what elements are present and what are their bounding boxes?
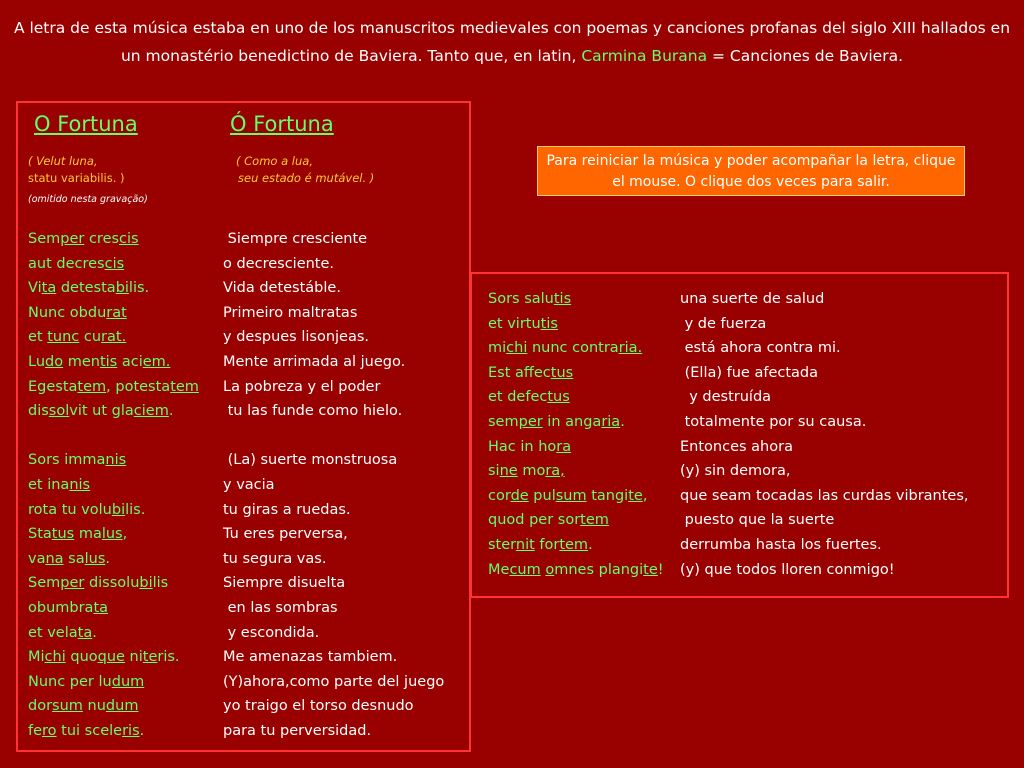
translation-line: (Y)ahora,como parte del juego (223, 673, 445, 690)
stressed-syllable: bi (115, 280, 129, 297)
verse-text: dis (28, 403, 49, 420)
latin-verse-line (28, 350, 199, 375)
latin-verse-line (28, 276, 199, 301)
intro-part1: A letra de esta música estaba en uno de los manuscritos medievales con poemas y canciones profanas del siglo XIII hallados en un monastério benedictino de Baviera. Tanto que, en latin, (13, 19, 1011, 65)
intro-text (6, 14, 1018, 70)
translation-line: (La) suerte monstruosa (223, 452, 398, 469)
verse-text: et virtu (488, 315, 541, 332)
latin-verse-line (28, 498, 199, 523)
translation-line: o decresciente. (223, 255, 335, 272)
verse-text: Mi (28, 649, 45, 666)
stressed-syllable: chi (506, 340, 528, 357)
verse-text: ! (657, 561, 664, 578)
stressed-syllable: que (97, 649, 125, 666)
stressed-syllable: te (628, 487, 643, 504)
latin-verse-line (488, 287, 664, 312)
translation-line: Vida detestáble. (223, 280, 341, 297)
verse-text: Nunc obdu (28, 304, 107, 321)
stressed-syllable: cis (104, 255, 125, 272)
stressed-syllable: cis (119, 231, 139, 247)
verse-text: . (168, 403, 174, 420)
stressed-syllable: tus (550, 364, 574, 381)
stressed-syllable: ra, (545, 463, 565, 480)
verse-text: Sem (28, 575, 61, 592)
verse-text: va (28, 550, 46, 567)
latin-verse-line (488, 558, 664, 583)
verse-text: detesta (56, 280, 116, 297)
translation-line: y de fuerza (680, 315, 767, 332)
verse-text: lis (152, 575, 169, 592)
verse-text: tangi (586, 487, 629, 504)
verse-text: et vela (28, 624, 78, 641)
translation-line: y escondida. (223, 624, 320, 641)
stressed-syllable: te (643, 561, 658, 578)
stressed-syllable: do (45, 353, 64, 370)
translation-line: Siempre disuelta (223, 575, 346, 592)
translation-line: (Ella) fue afectada (680, 364, 819, 381)
latin-verse-line (488, 336, 664, 361)
latin-verse-line (488, 459, 664, 484)
stressed-syllable: per (60, 575, 85, 592)
latin-verse-line (28, 448, 199, 473)
latin-verse-line (28, 325, 199, 350)
verse-text: sem (488, 413, 519, 430)
verse-text: Sors imma (28, 452, 106, 469)
stressed-syllable: bi (139, 575, 153, 592)
title-portuguese: Ó Fortuna (230, 112, 334, 136)
verse-text: mnes plangi (554, 561, 644, 578)
verse-text: men (63, 353, 100, 370)
omitted-note: (omitido nesta gravação) (28, 194, 148, 205)
latin-verse-line (28, 596, 199, 621)
stressed-syllable: dum (111, 673, 145, 690)
verse-text: for (534, 536, 560, 553)
latin-verse-line (488, 508, 664, 533)
stressed-syllable: ne (499, 463, 518, 480)
verse-text: obumbra (28, 599, 94, 616)
translation-line: una suerte de salud (680, 291, 825, 307)
latin-verse-line (28, 571, 199, 596)
latin-verse-line (28, 375, 199, 400)
verse-text: mi (488, 340, 507, 357)
latin-verse-line (28, 547, 199, 572)
verse-text: quo (65, 649, 98, 666)
latin-verse-line (28, 719, 199, 744)
verse-text: pul (528, 487, 556, 504)
stressed-syllable: tunc (47, 329, 80, 346)
latin-verse-line (28, 252, 199, 277)
translation-line: y destruída (680, 389, 772, 406)
translation-line: La pobreza y el poder (223, 378, 381, 395)
verse-text: lis. (128, 280, 150, 297)
left-latin-column (28, 227, 199, 743)
translation-line: tu segura vas. (223, 550, 327, 567)
stressed-syllable: nit (515, 536, 535, 553)
verse-text: . (588, 536, 593, 553)
verse-text: vit ut gla (69, 403, 134, 420)
stressed-syllable: ta (41, 280, 57, 297)
intro-highlight: Carmina Burana (581, 47, 708, 65)
verse-text: sa (63, 550, 85, 567)
translation-line: en las sombras (223, 599, 338, 616)
latin-verse-line (488, 361, 664, 386)
stressed-syllable: rat (106, 304, 127, 321)
translation-line: Me amenazas tambiem. (223, 649, 398, 666)
latin-verse-line (28, 645, 199, 670)
verse-text: Me (488, 561, 510, 578)
stressed-syllable: sum (555, 487, 587, 504)
stressed-syllable: chi (44, 649, 66, 666)
stressed-syllable: ta (77, 624, 93, 641)
stressed-syllable: tus (51, 526, 75, 543)
latin-verse-line (28, 399, 199, 424)
stressed-syllable: nis (69, 476, 91, 493)
stressed-syllable: lus (84, 550, 106, 567)
stressed-syllable: tem (580, 512, 609, 529)
stressed-syllable: cum (509, 561, 541, 578)
latin-verse-line (488, 410, 664, 435)
translation-line: puesto que la suerte (680, 512, 835, 529)
verse-text: aci (117, 353, 143, 370)
stressed-syllable: tis (99, 353, 118, 370)
stressed-syllable: per (518, 413, 543, 430)
verse-text: Egesta (28, 378, 78, 395)
verse-text: lis. (125, 501, 146, 518)
translation-line: Primeiro maltratas (223, 304, 358, 321)
stressed-syllable: ro (42, 722, 57, 739)
latin-verse-line (28, 621, 199, 646)
verse-text: cor (488, 487, 511, 504)
stressed-syllable: lus (101, 526, 123, 543)
stressed-syllable: tus (547, 389, 570, 406)
latin-verse-line (488, 484, 664, 509)
verse-text: et defec (488, 389, 548, 406)
translation-line: para tu perversidad. (223, 722, 372, 739)
verse-text: nu (82, 698, 106, 715)
stressed-syllable: sum (52, 698, 83, 715)
translation-line: Mente arrimada al juego. (223, 353, 406, 370)
verse-text: quod per sor (488, 512, 581, 529)
verse-text: dissolu (84, 575, 140, 592)
stressed-syllable: rat. (101, 329, 127, 346)
left-spanish-column (223, 227, 444, 743)
latin-head (28, 153, 125, 187)
verse-text: Sem (28, 231, 61, 247)
stressed-syllable: tem (170, 378, 199, 395)
verse-text: Est affec (488, 364, 551, 381)
translation-line: Entonces ahora (680, 438, 793, 455)
latin-verse-line (28, 670, 199, 695)
verse-text: . (92, 624, 97, 641)
verse-text: cu (79, 329, 102, 346)
translation-line: derrumba hasta los fuertes. (680, 536, 882, 553)
verse-text: in anga (542, 413, 602, 430)
pt-head (236, 153, 374, 187)
verse-text: et ina (28, 476, 70, 493)
intro-part2: = Canciones de Baviera. (707, 47, 904, 65)
verse-text: ma (74, 526, 102, 543)
latin-verse-line (28, 301, 199, 326)
stressed-syllable: ris (122, 722, 140, 739)
stressed-syllable: na (45, 550, 64, 567)
right-spanish-column (680, 287, 969, 582)
verse-text: . (139, 722, 145, 739)
verse-text: Sors salu (488, 291, 554, 307)
pt-head-line: ( Como a lua, (236, 154, 313, 168)
verse-text: et (28, 329, 48, 346)
latin-head-line: statu variabilis. ) (28, 171, 125, 185)
verse-text: Vi (28, 280, 42, 297)
verse-text: Lu (28, 353, 46, 370)
latin-verse-line (488, 533, 664, 558)
translation-line: está ahora contra mi. (680, 340, 841, 357)
right-latin-column (488, 287, 664, 582)
verse-text: nunc contra (527, 340, 619, 357)
stressed-syllable: o (545, 561, 555, 578)
verse-text: dor (28, 698, 53, 715)
latin-verse-line (488, 435, 664, 460)
translation-line: (y) sin demora, (680, 463, 791, 480)
verse-text: aut decres (28, 255, 105, 272)
latin-verse-line (28, 694, 199, 719)
translation-line: Siempre cresciente (223, 231, 368, 247)
pt-head-line: seu estado é mutável. ) (238, 171, 375, 185)
verse-text: tui scele (56, 722, 123, 739)
restart-instruction-box[interactable]: Para reiniciar la música y poder acompañar la letra, clique el mouse. O clique dos veces para salir. (537, 146, 965, 196)
translation-line: Tu eres perversa, (223, 526, 348, 543)
stressed-syllable: dum (105, 698, 139, 715)
verse-text: , (122, 526, 128, 543)
verse-text: mo (517, 463, 546, 480)
stressed-syllable: tis (553, 291, 572, 307)
stressed-syllable: sol (48, 403, 70, 420)
stressed-syllable: de (510, 487, 529, 504)
latin-verse-line (28, 473, 199, 498)
verse-text: , potesta (106, 378, 171, 395)
translation-line: tu las funde como hielo. (223, 403, 403, 420)
latin-verse-line (28, 227, 199, 252)
verse-text: Hac in ho (488, 438, 557, 455)
translation-line (223, 424, 444, 449)
verse-text: ris. (157, 649, 180, 666)
verse-text: , (642, 487, 648, 504)
stressed-syllable: ciem (133, 403, 169, 420)
latin-head-line: ( Velut luna, (28, 154, 98, 168)
translation-line: que seam tocadas las curdas vibrantes, (680, 487, 969, 504)
translation-line: totalmente por su causa. (680, 413, 867, 430)
latin-verse-line (488, 312, 664, 337)
latin-verse-line (28, 424, 199, 449)
verse-text: ster (488, 536, 516, 553)
stressed-syllable: tis (540, 315, 558, 332)
verse-text: fe (28, 722, 43, 739)
verse-text: cres (84, 231, 120, 247)
stressed-syllable: te (142, 649, 158, 666)
verse-text: Nunc per lu (28, 673, 112, 690)
stressed-syllable: ria. (618, 340, 643, 357)
title-latin: O Fortuna (34, 112, 138, 136)
translation-line: y despues lisonjeas. (223, 329, 370, 346)
latin-verse-line (488, 385, 664, 410)
stressed-syllable: bi (111, 501, 126, 518)
translation-line: y vacia (223, 476, 275, 493)
translation-line: tu giras a ruedas. (223, 501, 351, 518)
stressed-syllable: em. (142, 353, 171, 370)
stressed-syllable: ria (601, 413, 621, 430)
verse-text: si (488, 463, 500, 480)
verse-text: . (105, 550, 110, 567)
latin-verse-line (28, 522, 199, 547)
stressed-syllable: ta (93, 599, 109, 616)
stressed-syllable: ra (556, 438, 572, 455)
verse-text: ni (124, 649, 143, 666)
verse-text: rota tu volu (28, 501, 112, 518)
translation-line: yo traigo el torso desnudo (223, 698, 414, 715)
verse-text: . (620, 413, 625, 430)
translation-line: (y) que todos lloren conmigo! (680, 561, 895, 578)
verse-text: Sta (28, 526, 52, 543)
stressed-syllable: per (60, 231, 85, 247)
stressed-syllable: nis (105, 452, 127, 469)
stressed-syllable: tem (559, 536, 589, 553)
stressed-syllable: tem (77, 378, 107, 395)
